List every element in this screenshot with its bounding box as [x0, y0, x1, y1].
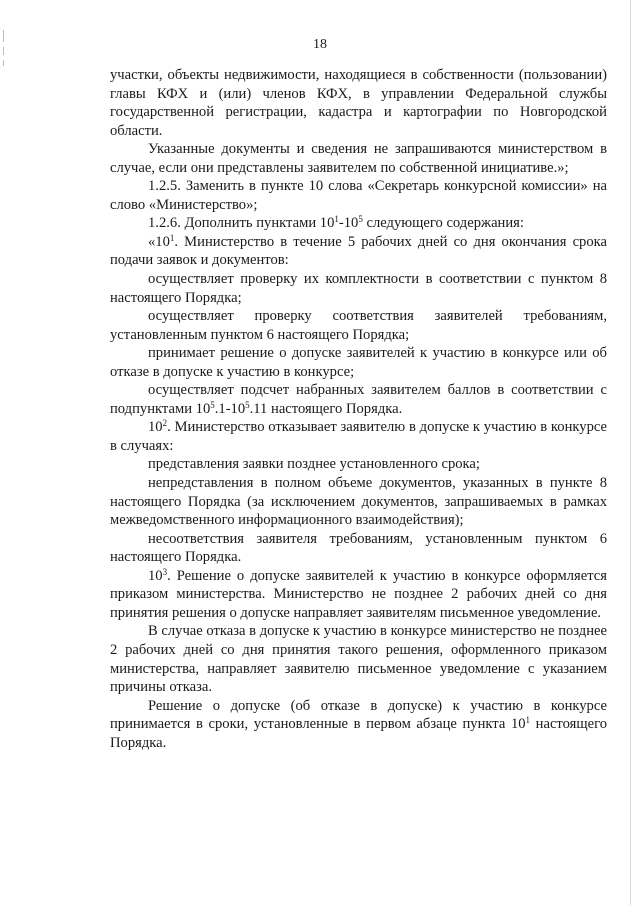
text-run: 10 — [148, 419, 163, 436]
paragraph-p7: осуществляет проверку соответствия заявителей требованиям, установленным пунктом 6 настоящего Порядка; — [110, 308, 607, 343]
text-run: 10 — [148, 567, 163, 584]
text-run: . Министерство в течение 5 рабочих дней со дня окончания срока подачи заявок и документов: — [110, 233, 607, 269]
superscript: 5 — [245, 399, 250, 410]
superscript: 3 — [162, 566, 168, 577]
paragraph-p6: осуществляет проверку их комплектности в соответствии с пунктом 8 настоящего Порядка; — [110, 271, 607, 306]
scan-mark — [3, 60, 4, 66]
paragraph-p8: принимает решение о допуске заявителей к участию в конкурсе или об отказе в допуске к участию в конкурсе; — [110, 345, 607, 380]
paragraph-p15: В случае отказа в допуске к участию в конкурсе министерство не позднее 2 рабочих дней со дня принятия такого решения, оформленного приказом министерства, направляет заявителю письменное уведомление с указанием причины отказа. — [110, 623, 607, 696]
text-run: -10 — [338, 215, 359, 232]
document-body — [110, 66, 607, 752]
superscript: 5 — [358, 214, 363, 225]
text-run: настоящего Порядка. — [110, 716, 607, 751]
paragraph-p10 — [110, 418, 607, 455]
text-run: Решение о допуске (об отказе в допуске) к участию в конкурсе принимается в сроки, установленные в первом абзаце пункта 10 — [110, 697, 607, 733]
paragraph-p5 — [110, 233, 607, 270]
text-run: .11 настоящего Порядка. — [249, 400, 403, 417]
text-run: 1.2.6. Дополнить пунктами 10 — [148, 215, 335, 232]
paragraph-p12: непредставления в полном объеме документов, указанных в пункте 8 настоящего Порядка (за исключением документов, запрашиваемых в рамках межведомственного информационного взаимодействия); — [110, 475, 607, 529]
scan-edge-line — [630, 0, 631, 905]
paragraph-p9 — [110, 381, 607, 418]
text-run: следующего содержания: — [362, 215, 524, 232]
page-number: 18 — [313, 37, 327, 52]
paragraph-p14 — [110, 567, 607, 623]
text-run: . Решение о допуске заявителей к участию в конкурсе оформляется приказом министерства. Министерство не позднее 2 рабочих дней со дня принятия решения о допуске направляет заявителям письменное уведомление. — [110, 567, 607, 621]
paragraph-p2: Указанные документы и сведения не запрашиваются министерством в случае, если они представлены заявителем по собственной инициативе.»; — [110, 141, 607, 176]
superscript: 1 — [334, 214, 339, 225]
paragraph-p16 — [110, 697, 607, 753]
text-run: осуществляет подсчет набранных заявителем баллов в соответствии с подпунктами 10 — [110, 382, 607, 417]
paragraph-p1: участки, объекты недвижимости, находящиеся в собственности (пользовании) главы КФХ и (или) членов КФХ, в управлении Федеральной службы государственной регистрации, кадастра и картографии по Новгородской области. — [110, 67, 607, 139]
superscript: 2 — [162, 418, 168, 429]
text-run: .1-10 — [214, 400, 246, 417]
superscript: 5 — [210, 399, 215, 410]
paragraph-p13: несоответствия заявителя требованиям, установленным пунктом 6 настоящего Порядка. — [110, 530, 607, 566]
paragraph-p11: представления заявки позднее установленного срока; — [148, 456, 480, 473]
paragraph-p4 — [110, 214, 607, 233]
paragraph-p3: 1.2.5. Заменить в пункте 10 слова «Секретарь конкурсной комиссии» на слово «Министерство»; — [110, 178, 607, 213]
superscript: 1 — [169, 232, 175, 243]
text-run: . Министерство отказывает заявителю в допуске к участию в конкурсе в случаях: — [110, 419, 607, 454]
text-run: «10 — [148, 233, 170, 250]
superscript: 1 — [525, 715, 531, 726]
